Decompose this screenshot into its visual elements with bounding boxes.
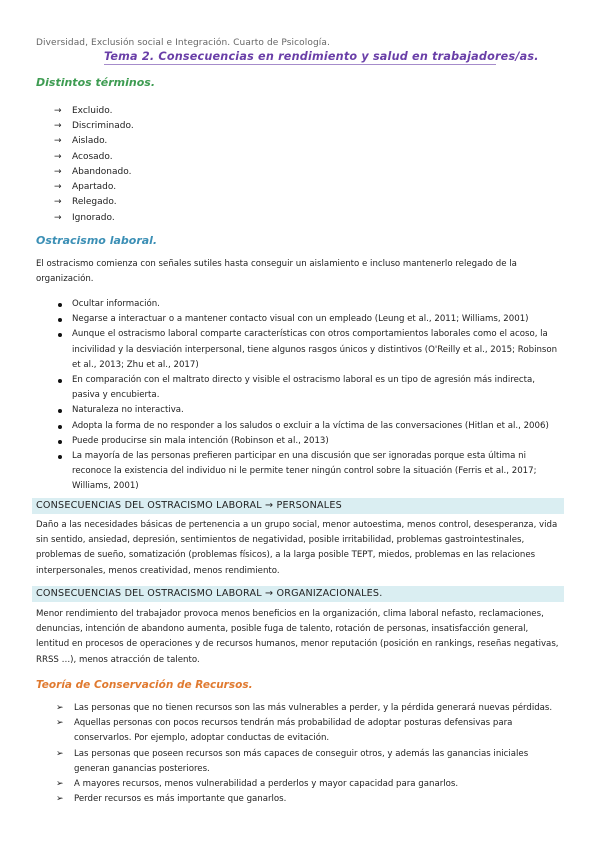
list-item: → Apartado.: [54, 182, 117, 193]
list-item: ➢ A mayores recursos, menos vulnerabilidad a perderlos y mayor capacidad para ganarlos.: [56, 777, 564, 792]
resources-heading: Teoría de Conservación de Recursos.: [36, 679, 253, 691]
arrowhead-icon: ➢: [56, 794, 64, 805]
list-item: ➢ Perder recursos es más importante que ganarlos.: [56, 792, 564, 807]
ostracism-intro: El ostracismo comienza con señales sutiles hasta conseguir un aislamiento e incluso mantenerlo relegado de la organización.: [36, 259, 517, 285]
list-item: ➢ Las personas que poseen recursos son más capaces de conseguir otros, y además las ganancias iniciales generan ganancias posteriores.: [56, 748, 529, 774]
personal-consequences-heading: CONSECUENCIAS DEL OSTRACISMO LABORAL → PERSONALES: [32, 498, 564, 514]
list-item: → Excluido.: [54, 105, 113, 116]
ostracism-bullets: [56, 297, 564, 495]
list-item: En comparación con el maltrato directo y visible el ostracismo laboral es un tipo de agresión más indirecta, pasiva y encubierta.: [56, 373, 564, 403]
terms-list: [54, 103, 134, 225]
course-line: Diversidad, Exclusión social e Integración. Cuarto de Psicología.: [36, 38, 330, 48]
list-item: → Ignorado.: [54, 212, 115, 223]
list-item: Adopta la forma de no responder a los saludos o excluir a la víctima de las conversaciones (Hitlan et al., 2006): [56, 419, 564, 434]
list-item: ➢ Las personas que no tienen recursos son las más vulnerables a perder, y la pérdida generará nuevas pérdidas.: [56, 701, 564, 716]
terms-heading: Distintos términos.: [36, 76, 155, 89]
list-item: Ocultar información.: [56, 297, 564, 312]
list-item: Puede producirse sin mala intención (Robinson et al., 2013): [56, 434, 564, 449]
arrow-icon: →: [54, 151, 62, 162]
list-item: → Acosado.: [54, 151, 113, 162]
arrowhead-icon: ➢: [56, 718, 64, 729]
list-item: ➢ Aquellas personas con pocos recursos tendrán más probabilidad de adoptar posturas defensivas para conservarlos. Por ejemplo, adoptar conductas de evitación.: [56, 718, 513, 744]
arrow-icon: →: [54, 105, 62, 116]
list-item: La mayoría de las personas prefieren participar en una discusión que ser ignoradas porque esta última ni reconoce la existencia del individuo ni le permite tener ningún control sobre la situación (Ferris et al., 2017; Williams, 2001): [56, 449, 564, 495]
arrow-icon: →: [54, 136, 62, 147]
arrow-icon: →: [54, 182, 62, 193]
arrow-icon: →: [54, 166, 62, 177]
page-title: Tema 2. Consecuencias en rendimiento y salud en trabajadores/as.: [104, 50, 539, 63]
org-consequences-text: Menor rendimiento del trabajador provoca menos beneficios en la organización, clima laboral nefasto, reclamaciones, denuncias, intención de abandono aumenta, posible fuga de talento, rotación de personas, insatisfacción general, lentitud en procesos de operaciones y de recursos humanos, menor reputación (posición en rankings, reseñas negativas, RRSS …), menos atracción de talento.: [36, 609, 559, 665]
org-consequences-heading: CONSECUENCIAS DEL OSTRACISMO LABORAL → ORGANIZACIONALES.: [32, 586, 564, 602]
list-item: → Aislado.: [54, 136, 108, 147]
list-item: Aunque el ostracismo laboral comparte características con otros comportamientos laborales como el acoso, la incivilidad y la desviación interpersonal, tiene algunos rasgos únicos y distintivos (O'Reilly et al., 2015; Robinson et al., 2013; Zhu et al., 2017): [56, 327, 564, 373]
arrow-icon: →: [54, 197, 62, 208]
resources-bullets: [56, 701, 564, 807]
arrowhead-icon: ➢: [56, 779, 64, 790]
title-underline: [104, 64, 496, 65]
list-item: → Abandonado.: [54, 166, 132, 177]
ostracism-heading: Ostracismo laboral.: [36, 234, 158, 247]
list-item: Negarse a interactuar o a mantener contacto visual con un empleado (Leung et al., 2011; Williams, 2001): [56, 312, 564, 327]
personal-consequences-text: Daño a las necesidades básicas de pertenencia a un grupo social, menor autoestima, menos control, desesperanza, vida sin sentido, ansiedad, depresión, sentimientos de negatividad, posible irritabilidad, problemas gastrointestinales, problemas de sueño, somatización (problemas físicos), a la larga posible TEPT, miedos, problemas en las relaciones interpersonales, menos creatividad, menos rendimiento.: [36, 520, 558, 576]
list-item: → Relegado.: [54, 197, 117, 208]
arrowhead-icon: ➢: [56, 703, 64, 713]
list-item: Naturaleza no interactiva.: [56, 403, 564, 418]
arrow-icon: →: [54, 120, 62, 131]
list-item: → Discriminado.: [54, 120, 134, 131]
arrowhead-icon: ➢: [56, 748, 64, 759]
arrow-icon: →: [54, 212, 62, 223]
